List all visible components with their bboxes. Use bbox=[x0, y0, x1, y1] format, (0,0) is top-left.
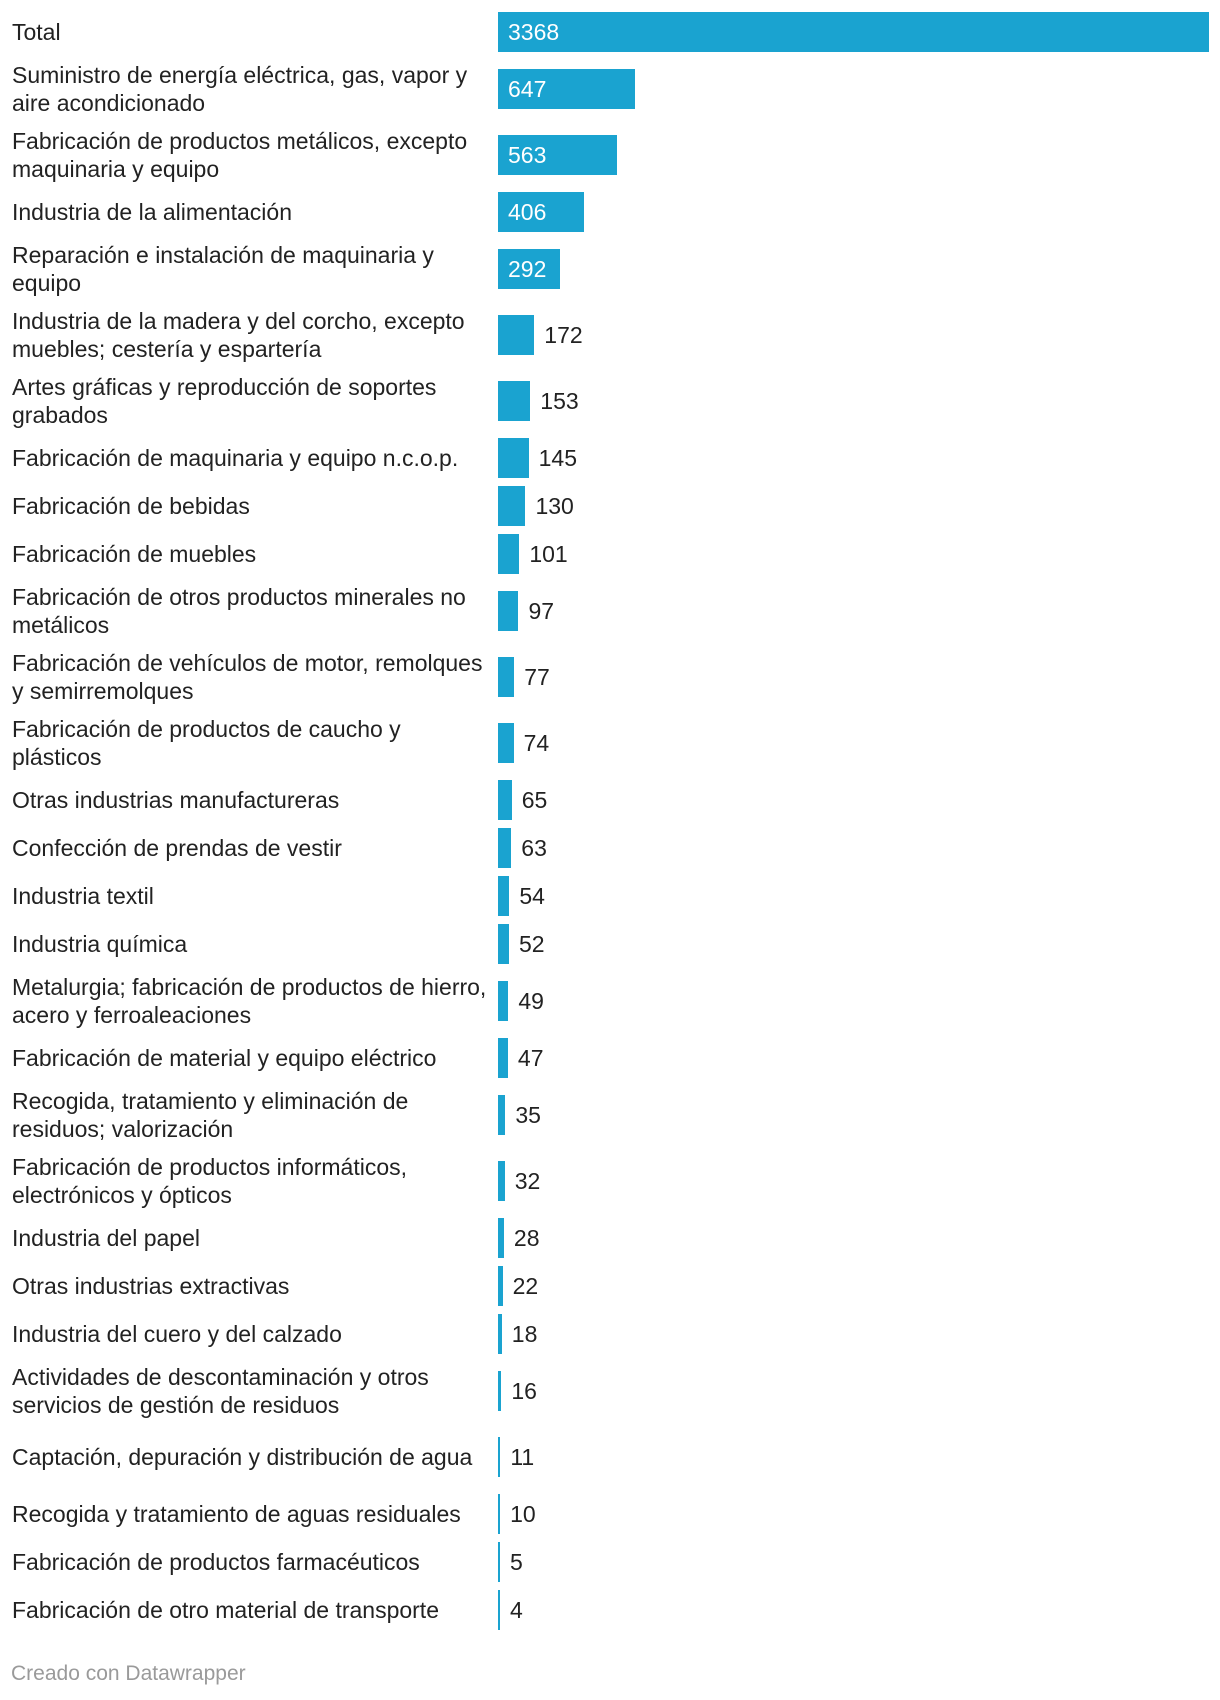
category-label: Industria del papel bbox=[12, 1225, 200, 1251]
value-label: 406 bbox=[508, 199, 547, 225]
value-label: 5 bbox=[510, 1549, 523, 1575]
category-label: Reparación e instalación de maquinaria y equipo bbox=[12, 242, 434, 296]
category-label: Industria de la alimentación bbox=[12, 199, 292, 225]
category-label: Fabricación de maquinaria y equipo n.c.o.p. bbox=[12, 445, 459, 471]
category-label: Metalurgia; fabricación de productos de hierro, acero y ferroaleaciones bbox=[12, 974, 487, 1028]
bar bbox=[498, 486, 525, 526]
bar bbox=[498, 591, 518, 631]
value-label: 145 bbox=[538, 445, 577, 471]
category-label: Fabricación de vehículos de motor, remolques y semirremolques bbox=[12, 650, 483, 704]
category-label: Fabricación de productos de caucho y plásticos bbox=[12, 716, 401, 770]
category-label: Otras industrias manufactureras bbox=[12, 787, 340, 813]
bar bbox=[498, 981, 508, 1021]
bar bbox=[498, 657, 514, 697]
value-label: 153 bbox=[540, 388, 579, 414]
bar bbox=[498, 1371, 501, 1411]
category-label: Total bbox=[12, 19, 61, 45]
value-label: 74 bbox=[523, 730, 550, 756]
bar bbox=[498, 1266, 503, 1306]
bar bbox=[498, 876, 509, 916]
category-label: Industria de la madera y del corcho, excepto muebles; cestería y espartería bbox=[12, 308, 465, 362]
value-label: 77 bbox=[524, 664, 550, 690]
category-label: Fabricación de productos informáticos, electrónicos y ópticos bbox=[12, 1154, 408, 1208]
value-label: 52 bbox=[518, 931, 545, 957]
value-label: 4 bbox=[510, 1597, 523, 1623]
value-label: 47 bbox=[517, 1045, 544, 1071]
value-label: 22 bbox=[512, 1273, 539, 1299]
value-label: 32 bbox=[514, 1168, 541, 1194]
category-label: Actividades de descontaminación y otros servicios de gestión de residuos bbox=[12, 1364, 429, 1418]
datawrapper-credit[interactable]: Creado con Datawrapper bbox=[11, 1662, 246, 1685]
bar bbox=[498, 1095, 505, 1135]
category-label: Confección de prendas de vestir bbox=[12, 835, 342, 861]
bar bbox=[498, 1542, 500, 1582]
bar bbox=[498, 1038, 508, 1078]
category-label: Fabricación de otros productos minerales no metálicos bbox=[12, 584, 466, 638]
bar bbox=[498, 1314, 502, 1354]
bar bbox=[498, 723, 514, 763]
value-label: 647 bbox=[508, 76, 547, 102]
bar bbox=[498, 381, 530, 421]
category-label: Fabricación de productos farmacéuticos bbox=[12, 1549, 420, 1575]
category-label: Recogida y tratamiento de aguas residuales bbox=[12, 1501, 461, 1527]
category-label: Suministro de energía eléctrica, gas, vapor y aire acondicionado bbox=[12, 62, 468, 116]
bar bbox=[498, 780, 512, 820]
value-label: 63 bbox=[521, 835, 547, 861]
bar bbox=[498, 1161, 505, 1201]
value-label: 292 bbox=[508, 256, 547, 282]
value-label: 28 bbox=[513, 1225, 540, 1251]
bar bbox=[498, 924, 509, 964]
bar bbox=[498, 534, 519, 574]
value-label: 563 bbox=[508, 142, 547, 168]
value-label: 65 bbox=[521, 787, 548, 813]
bar bbox=[498, 828, 511, 868]
category-label: Industria del cuero y del calzado bbox=[12, 1321, 342, 1347]
category-label: Industria textil bbox=[12, 883, 154, 909]
bar bbox=[498, 315, 534, 355]
category-label: Otras industrias extractivas bbox=[12, 1273, 290, 1299]
category-label: Fabricación de productos metálicos, excepto maquinaria y equipo bbox=[12, 128, 468, 182]
bar bbox=[498, 1437, 500, 1477]
category-label: Fabricación de material y equipo eléctrico bbox=[12, 1045, 437, 1071]
value-label: 54 bbox=[519, 883, 545, 909]
value-label: 10 bbox=[510, 1501, 536, 1527]
value-label: 35 bbox=[515, 1102, 541, 1128]
value-label: 97 bbox=[528, 598, 555, 624]
value-label: 172 bbox=[544, 322, 583, 348]
value-label: 130 bbox=[535, 493, 574, 519]
value-label: 18 bbox=[511, 1321, 538, 1347]
value-label: 16 bbox=[511, 1378, 537, 1404]
value-label: 3368 bbox=[508, 19, 560, 45]
category-label: Industria química bbox=[12, 931, 188, 957]
bar bbox=[498, 1218, 504, 1258]
category-label: Artes gráficas y reproducción de soportes grabados bbox=[12, 374, 437, 428]
value-label: 101 bbox=[529, 541, 568, 567]
bar bbox=[498, 438, 529, 478]
category-label: Fabricación de otro material de transporte bbox=[12, 1597, 439, 1623]
category-label: Recogida, tratamiento y eliminación de residuos; valorización bbox=[12, 1088, 409, 1142]
value-label: 49 bbox=[518, 988, 544, 1014]
category-label: Fabricación de muebles bbox=[12, 541, 257, 567]
value-label: 11 bbox=[510, 1444, 535, 1470]
bar bbox=[498, 1590, 500, 1630]
bar bbox=[498, 12, 1209, 52]
category-label: Captación, depuración y distribución de agua bbox=[12, 1444, 473, 1470]
bar bbox=[498, 1494, 500, 1534]
category-label: Fabricación de bebidas bbox=[12, 493, 250, 519]
